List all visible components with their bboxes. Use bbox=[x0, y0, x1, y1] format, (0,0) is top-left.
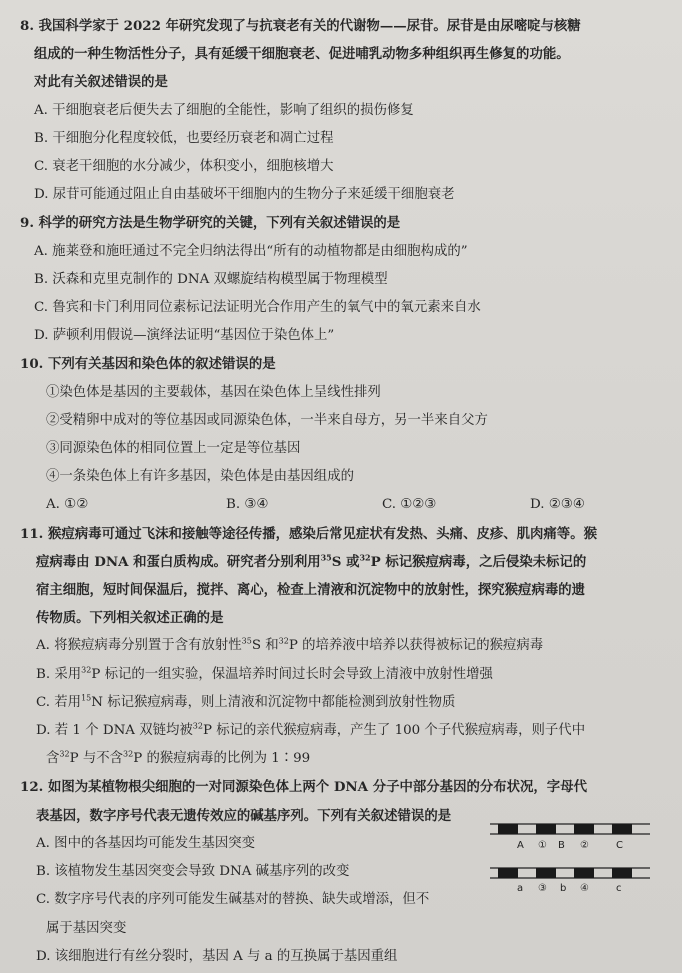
sequence-label-4: ④ bbox=[580, 883, 589, 894]
question-10 bbox=[20, 350, 668, 519]
gene-block bbox=[536, 824, 556, 834]
isotope-35: 35 bbox=[320, 552, 332, 563]
gene-label-B: B bbox=[558, 840, 565, 851]
q11-stem-line-3: 宿主细胞，短时间保温后，搅拌、离心，检查上清液和沉淀物中的放射性，探究猴痘病毒的遗 bbox=[36, 582, 586, 599]
q8-option-b: B. 干细胞分化程度较低，也要经历衰老和凋亡过程 bbox=[34, 130, 334, 146]
q11-stem-text: 痘病毒由 DNA 和蛋白质构成。研究者分别利用 bbox=[36, 553, 321, 570]
q10-statement-2: ②受精卵中成对的等位基因或同源染色体，一半来自母方，另一半来自父方 bbox=[46, 412, 488, 428]
q10-choice-c: C. ①②③ bbox=[382, 497, 437, 513]
isotope-32: 32 bbox=[59, 749, 70, 759]
q12-stem-line-1: 12. 如图为某植物根尖细胞的一对同源染色体上两个 DNA 分子中部分基因的分布状况，字母代 bbox=[20, 779, 587, 796]
q11-option-text: B. 采用 bbox=[36, 666, 82, 682]
q11-option-c bbox=[20, 689, 668, 717]
gene-block bbox=[574, 824, 594, 834]
q8-option-d: D. 尿苷可能通过阻止自由基破坏干细胞内的生物分子来延缓干细胞衰老 bbox=[34, 187, 455, 203]
q12-option-b: B. 该植物发生基因突变会导致 DNA 碱基序列的改变 bbox=[36, 864, 350, 880]
q11-option-text: 含 bbox=[46, 751, 60, 767]
isotope-32: 32 bbox=[81, 665, 92, 675]
q9-stem: 9. 科学的研究方法是生物学研究的关键，下列有关叙述错误的是 bbox=[20, 215, 401, 232]
q11-option-text: P 标记的亲代猴痘病毒，产生了 100 个子代猴痘病毒，则子代中 bbox=[202, 723, 586, 739]
q11-option-d-line-2 bbox=[20, 745, 668, 773]
gene-block bbox=[536, 868, 556, 878]
q12-option-c-line-2: 属于基因突变 bbox=[46, 920, 127, 936]
q12-option-a: A. 图中的各基因均可能发生基因突变 bbox=[36, 835, 256, 851]
q11-option-text: P 标记的一组实验，保温培养时间过长时会导致上清液中放射性增强 bbox=[91, 666, 493, 682]
q10-statement-4: ④一条染色体上有许多基因，染色体是由基因组成的 bbox=[46, 469, 354, 485]
q8-stem-line-3: 对此有关叙述错误的是 bbox=[34, 74, 168, 91]
q10-choices bbox=[20, 491, 668, 519]
q10-statement-1: ①染色体是基因的主要载体，基因在染色体上呈线性排列 bbox=[46, 384, 381, 400]
isotope-32: 32 bbox=[359, 552, 371, 563]
gene-label-C: C bbox=[616, 840, 623, 851]
upper-dna-segment bbox=[490, 824, 650, 851]
q11-option-text: C. 若用 bbox=[36, 694, 82, 710]
q11-option-a bbox=[20, 632, 668, 660]
q11-option-text: S 和 bbox=[251, 638, 279, 654]
question-11 bbox=[20, 520, 668, 774]
isotope-32: 32 bbox=[123, 749, 134, 759]
q11-option-text: P 的猴痘病毒的比例为 1∶99 bbox=[133, 751, 311, 767]
q12-option-c: C. 数字序号代表的序列可能发生碱基对的替换、缺失或增添，但不 bbox=[36, 892, 430, 908]
sequence-label-1: ① bbox=[538, 840, 547, 851]
gene-block bbox=[498, 868, 518, 878]
lower-dna-segment bbox=[490, 868, 650, 894]
q10-choice-d: D. ②③④ bbox=[530, 497, 585, 513]
gene-block bbox=[498, 824, 518, 834]
q12-option-d: D. 该细胞进行有丝分裂时，基因 A 与 a 的互换属于基因重组 bbox=[36, 948, 398, 964]
q11-stem-line-2 bbox=[20, 548, 668, 576]
chromosome-diagram bbox=[490, 818, 650, 896]
q9-option-c: C. 鲁宾和卡门利用同位素标记法证明光合作用产生的氧气中的氧元素来自水 bbox=[34, 300, 481, 316]
q8-option-c: C. 衰老干细胞的水分减少，体积变小，细胞核增大 bbox=[34, 159, 334, 175]
q8-option-a: A. 干细胞衰老后便失去了细胞的全能性，影响了组织的损伤修复 bbox=[34, 102, 414, 118]
gene-label-c: c bbox=[616, 883, 622, 894]
sequence-label-3: ③ bbox=[538, 883, 547, 894]
gene-block bbox=[612, 868, 632, 878]
gene-label-b: b bbox=[560, 883, 567, 894]
q8-stem-line-1: 8. 我国科学家于 2022 年研究发现了与抗衰老有关的代谢物——尿苷。尿苷是由尿嘧啶与核糖 bbox=[20, 18, 581, 34]
sequence-label-2: ② bbox=[580, 840, 589, 851]
q8-stem-line-2: 组成的一种生物活性分子，具有延缓干细胞衰老、促进哺乳动物多种组织再生修复的功能。 bbox=[34, 46, 570, 63]
q11-stem-text: S 或 bbox=[331, 553, 360, 570]
isotope-15: 15 bbox=[81, 693, 92, 703]
q10-choice-b: B. ③④ bbox=[226, 497, 269, 513]
gene-label-a: a bbox=[517, 883, 524, 894]
q11-option-text: N 标记猴痘病毒，则上清液和沉淀物中都能检测到放射性物质 bbox=[91, 694, 456, 710]
q10-statement-3: ③同源染色体的相同位置上一定是等位基因 bbox=[46, 441, 301, 457]
gene-block bbox=[574, 868, 594, 878]
q11-option-text: P 与不含 bbox=[69, 751, 124, 767]
question-8 bbox=[20, 12, 668, 209]
dna-segments-figure bbox=[490, 818, 650, 896]
q11-stem-line-4: 传物质。下列相关叙述正确的是 bbox=[36, 610, 224, 627]
q11-stem-text: P 标记猴痘病毒，之后侵染未标记的 bbox=[370, 553, 587, 570]
q11-option-text: P 的培养液中培养以获得被标记的猴痘病毒 bbox=[288, 638, 544, 654]
q11-option-d bbox=[20, 717, 668, 745]
q11-option-text: A. 将猴痘病毒分别置于含有放射性 bbox=[36, 638, 242, 654]
isotope-32: 32 bbox=[192, 721, 203, 731]
q10-choice-a: A. ①② bbox=[46, 497, 89, 513]
gene-label-A: A bbox=[517, 840, 524, 851]
q9-option-a: A. 施莱登和施旺通过不完全归纳法得出“所有的动植物都是由细胞构成的” bbox=[34, 243, 468, 259]
q12-stem-line-2: 表基因，数字序号代表无遗传效应的碱基序列。下列有关叙述错误的是 bbox=[36, 807, 452, 824]
q10-stem: 10. 下列有关基因和染色体的叙述错误的是 bbox=[20, 356, 276, 373]
q11-option-text: D. 若 1 个 DNA 双链均被 bbox=[36, 723, 193, 739]
q9-option-b: B. 沃森和克里克制作的 DNA 双螺旋结构模型属于物理模型 bbox=[34, 271, 388, 287]
isotope-32: 32 bbox=[278, 637, 289, 646]
question-9 bbox=[20, 209, 668, 350]
gene-block bbox=[612, 824, 632, 834]
q9-option-d: D. 萨顿利用假说—演绎法证明“基因位于染色体上” bbox=[34, 328, 335, 344]
q11-option-b bbox=[20, 661, 668, 689]
isotope-35: 35 bbox=[241, 637, 252, 646]
q11-stem-line-1: 11. 猴痘病毒可通过飞沫和接触等途径传播，感染后常见症状有发热、头痛、皮疹、肌肉痛等。猴 bbox=[20, 525, 597, 542]
